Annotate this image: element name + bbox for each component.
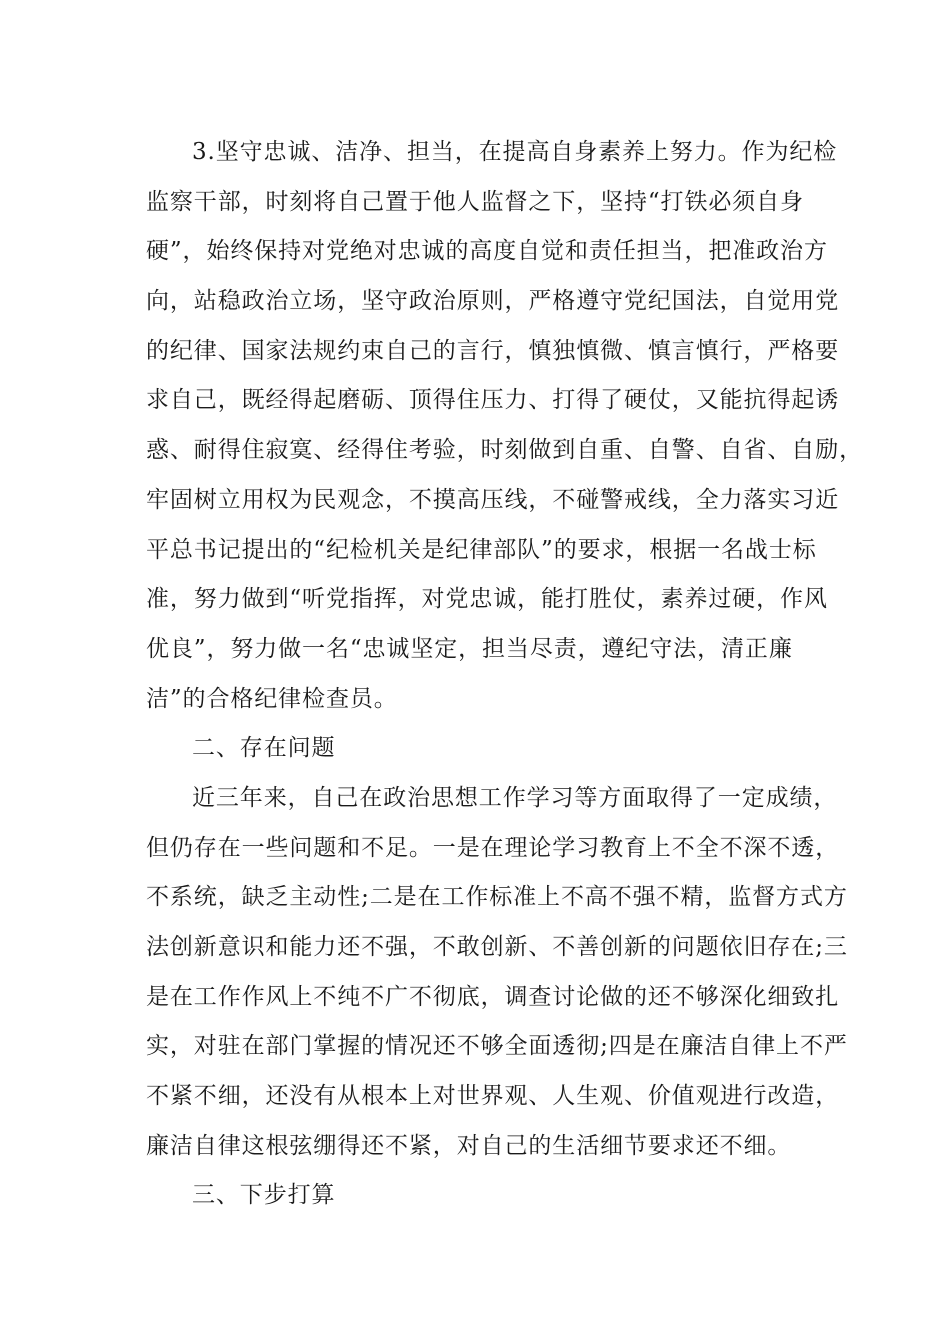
paragraph-line: 惑、耐得住寂寞、经得住考验，时刻做到自重、自警、自省、自励， [146,437,863,463]
paragraph-line: 监察干部，时刻将自己置于他人监督之下，坚持“打铁必须自身 [146,189,804,215]
paragraph-line: 近三年来，自己在政治思想工作学习等方面取得了一定成绩， [192,785,838,811]
paragraph-line: 平总书记提出的“纪检机关是纪律部队”的要求，根据一名战士标 [146,537,817,563]
paragraph-line: 准，努力做到“听党指挥，对党忠诚，能打胜仗，素养过硬，作风 [146,586,828,612]
paragraph-line: 但仍存在一些问题和不足。一是在理论学习教育上不全不深不透， [146,835,840,861]
paragraph-line: 优良”，努力做一名“忠诚坚定，担当尽责，遵纪守法，清正廉 [146,636,793,662]
section-heading: 二、存在问题 [192,735,336,761]
paragraph-line: 求自己，既经得起磨砺、顶得住压力、打得了硬仗，又能抗得起诱 [146,387,840,413]
paragraph-line: 廉洁自律这根弦绷得还不紧，对自己的生活细节要求还不细。 [146,1133,792,1159]
paragraph-line: 3.坚守忠诚、洁净、担当，在提高自身素养上努力。作为纪检 [192,139,838,165]
paragraph-line: 不紧不细，还没有从根本上对世界观、人生观、价值观进行改造， [146,1083,840,1109]
paragraph-line: 的纪律、国家法规约束自己的言行，慎独慎微、慎言慎行，严格要 [146,338,840,364]
paragraph-line: 向，站稳政治立场，坚守政治原则，严格遵守党纪国法，自觉用党 [146,288,840,314]
paragraph-line: 不系统，缺乏主动性;二是在工作标准上不高不强不精，监督方式方 [146,884,848,910]
paragraph-line: 法创新意识和能力还不强，不敢创新、不善创新的问题依旧存在;三 [146,934,848,960]
paragraph-line: 牢固树立用权为民观念，不摸高压线，不碰警戒线，全力落实习近 [146,487,840,513]
paragraph-line: 实，对驻在部门掌握的情况还不够全面透彻;四是在廉洁自律上不严 [146,1033,848,1059]
section-heading: 三、下步打算 [192,1182,336,1208]
paragraph-line: 硬”，始终保持对党绝对忠诚的高度自觉和责任担当，把准政治方 [146,238,828,264]
paragraph-line: 洁”的合格纪律检查员。 [146,686,398,712]
paragraph-line: 是在工作作风上不纯不广不彻底，调查讨论做的还不够深化细致扎 [146,984,840,1010]
